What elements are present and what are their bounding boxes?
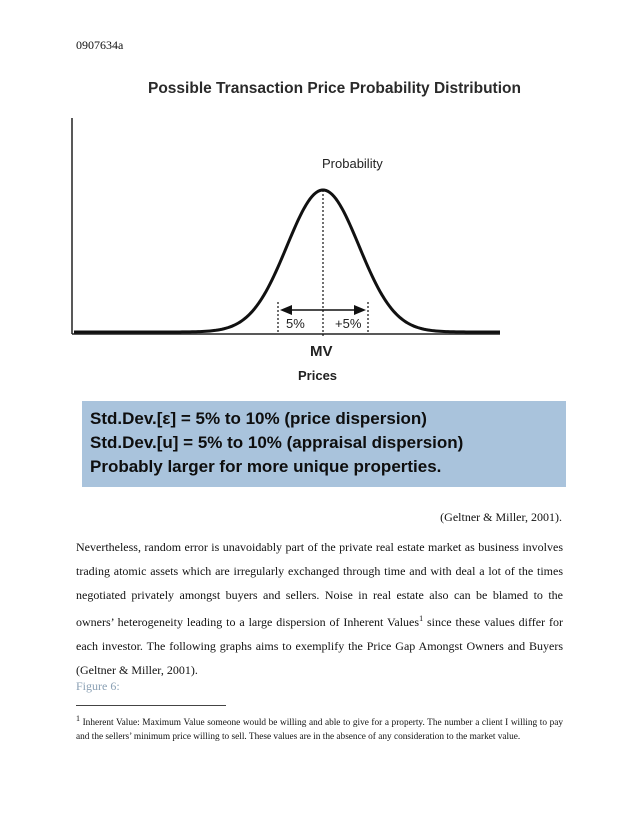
mv-label: MV [310, 343, 333, 360]
footnote-text: Inherent Value: Maximum Value someone would be willing and able to give for a property. The number a client I willing to pay and the sellers’ minimum price willing to sell. These values are in the absence of any consideration to the market value. [76, 718, 563, 743]
body-paragraph [76, 535, 563, 682]
box-line: Std.Dev.[u] = 5% to 10% (appraisal dispersion) [90, 433, 464, 452]
dispersion-box [82, 401, 566, 487]
footnote-marker: 1 [76, 714, 80, 723]
figure-title: Possible Transaction Price Probability Distribution [148, 80, 521, 97]
left-percent-label: 5% [286, 316, 305, 331]
box-line: Probably larger for more unique properties. [90, 457, 442, 476]
body-text-part: since these values differ for each investor. The following graphs aims to exemplify the Price Gap Amongst Owners and Buyers (Geltner & Miller, 2001). [76, 615, 563, 677]
citation: (Geltner & Miller, 2001). [440, 510, 562, 524]
document-id: 0907634a [76, 38, 124, 52]
footnote [76, 712, 563, 744]
figure-label: Figure 6: [76, 679, 120, 693]
right-percent-label: +5% [335, 316, 362, 331]
footnote-divider [76, 705, 226, 706]
distribution-chart [60, 70, 580, 400]
footnote-ref[interactable]: 1 [419, 614, 424, 623]
body-text-part: Nevertheless, random error is unavoidably part of the private real estate market as business involves trading atomic assets which are irregularly exchanged through time and with deal a lot of the times negotiated privately amongst buyers and sellers. Noise in real estate also can be blamed to the owners’ heterogeneity leading to a large dispersion of Inherent Values [76, 540, 563, 629]
box-line: Std.Dev.[ε] = 5% to 10% (price dispersion) [90, 409, 427, 428]
y-axis-label: Probability [322, 156, 383, 171]
x-axis-label: Prices [298, 368, 338, 383]
